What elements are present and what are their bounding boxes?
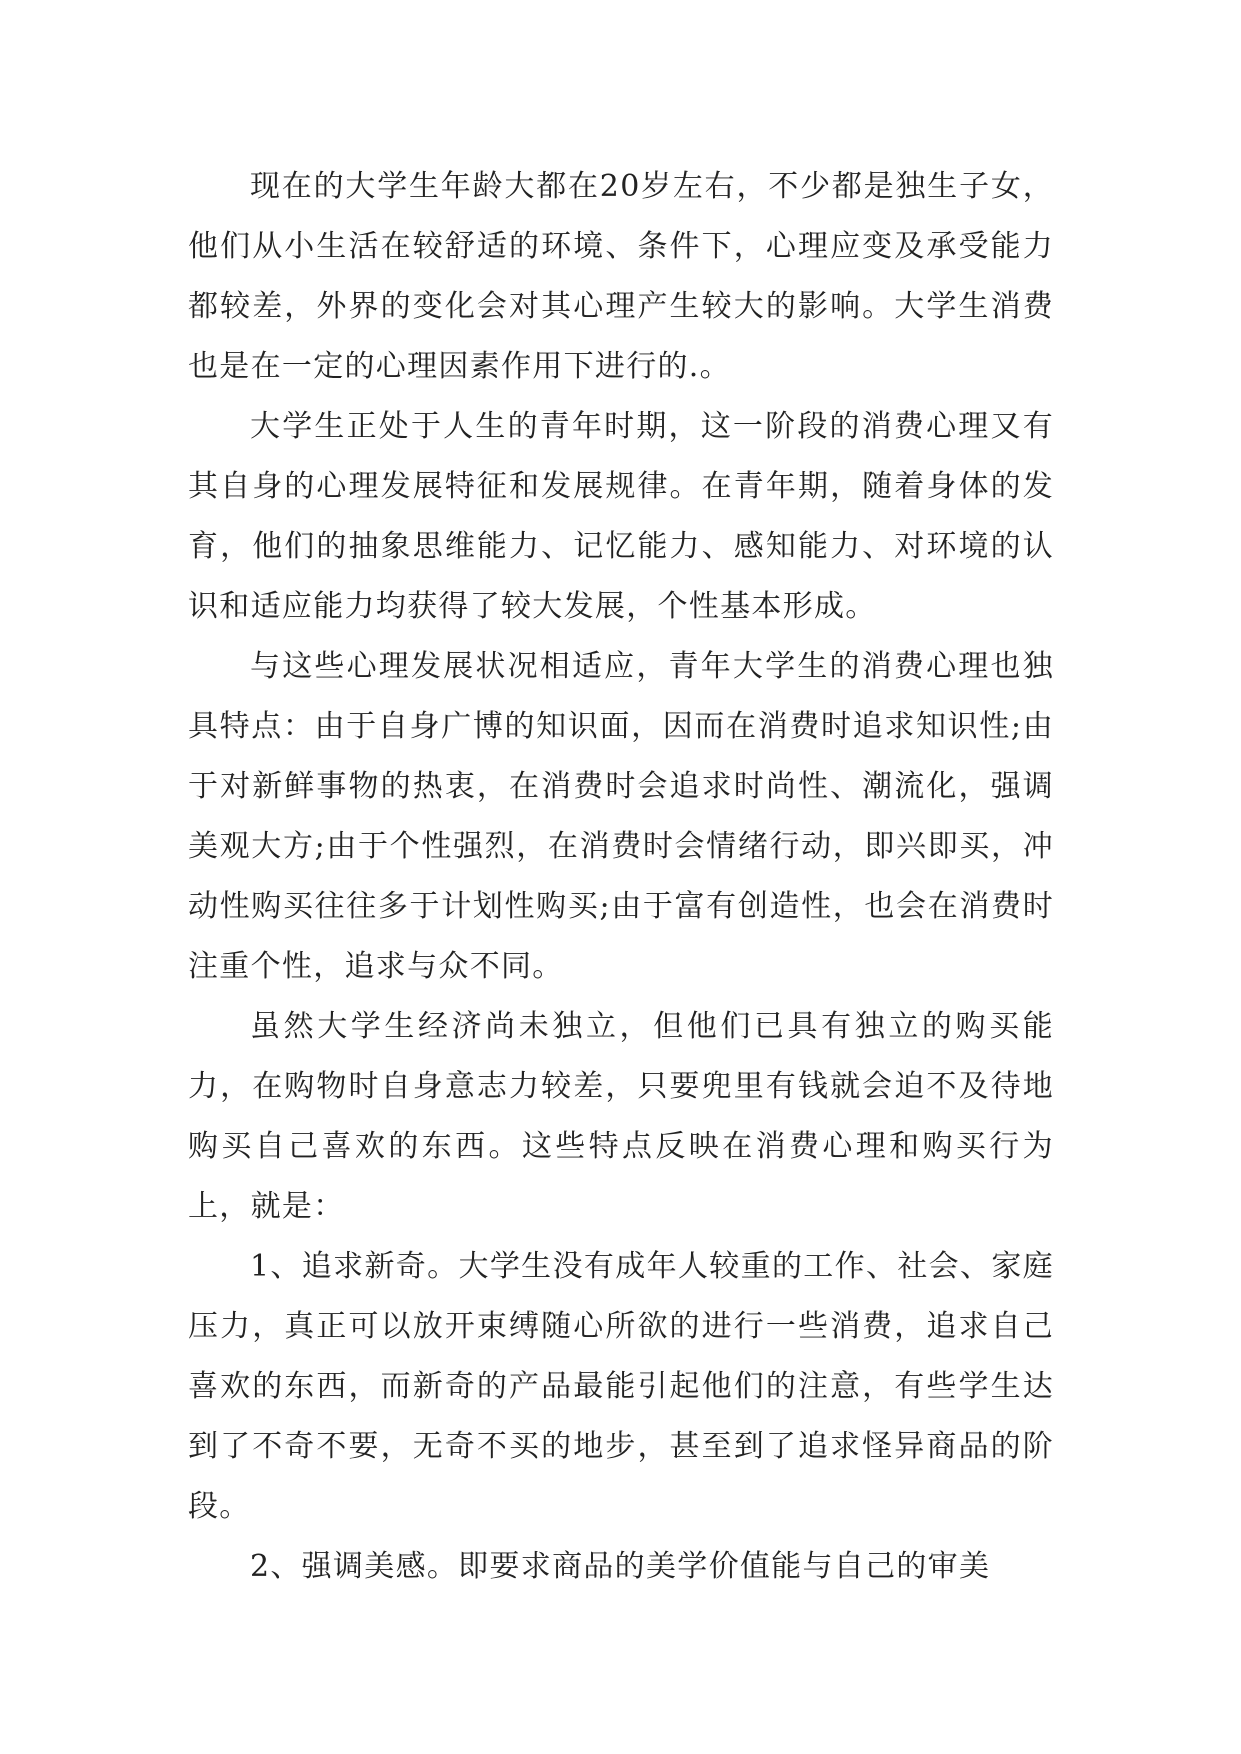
paragraph-6: 2、强调美感。即要求商品的美学价值能与自己的审美 (250, 1549, 991, 1584)
paragraph-1: 现在的大学生年龄大都在20岁左右，不少都是独生子女，他们从小生活在较舒适的环境、条件下，心理应变及承受能力都较差，外界的变化会对其心理产生较大的影响。大学生消费也是在一定的心理因素作用下进行的.。 (188, 169, 1054, 384)
paragraph-5: 1、追求新奇。大学生没有成年人较重的工作、社会、家庭压力，真正可以放开束缚随心所欲的进行一些消费，追求自己喜欢的东西，而新奇的产品最能引起他们的注意，有些学生达到了不奇不要，无奇不买的地步，甚至到了追求怪异商品的阶段。 (188, 1249, 1054, 1524)
paragraph-3: 与这些心理发展状况相适应，青年大学生的消费心理也独具特点：由于自身广博的知识面，因而在消费时追求知识性;由于对新鲜事物的热衷，在消费时会追求时尚性、潮流化，强调美观大方;由于个性强烈，在消费时会情绪行动，即兴即买，冲动性购买往往多于计划性购买;由于富有创造性，也会在消费时注重个性，追求与众不同。 (188, 649, 1054, 984)
paragraph-4: 虽然大学生经济尚未独立，但他们已具有独立的购买能力，在购物时自身意志力较差，只要兜里有钱就会迫不及待地购买自己喜欢的东西。这些特点反映在消费心理和购买行为上，就是： (188, 1009, 1054, 1224)
document-body (188, 157, 1054, 1597)
paragraph-2: 大学生正处于人生的青年时期，这一阶段的消费心理又有其自身的心理发展特征和发展规律。在青年期，随着身体的发育，他们的抽象思维能力、记忆能力、感知能力、对环境的认识和适应能力均获得了较大发展，个性基本形成。 (188, 409, 1054, 624)
